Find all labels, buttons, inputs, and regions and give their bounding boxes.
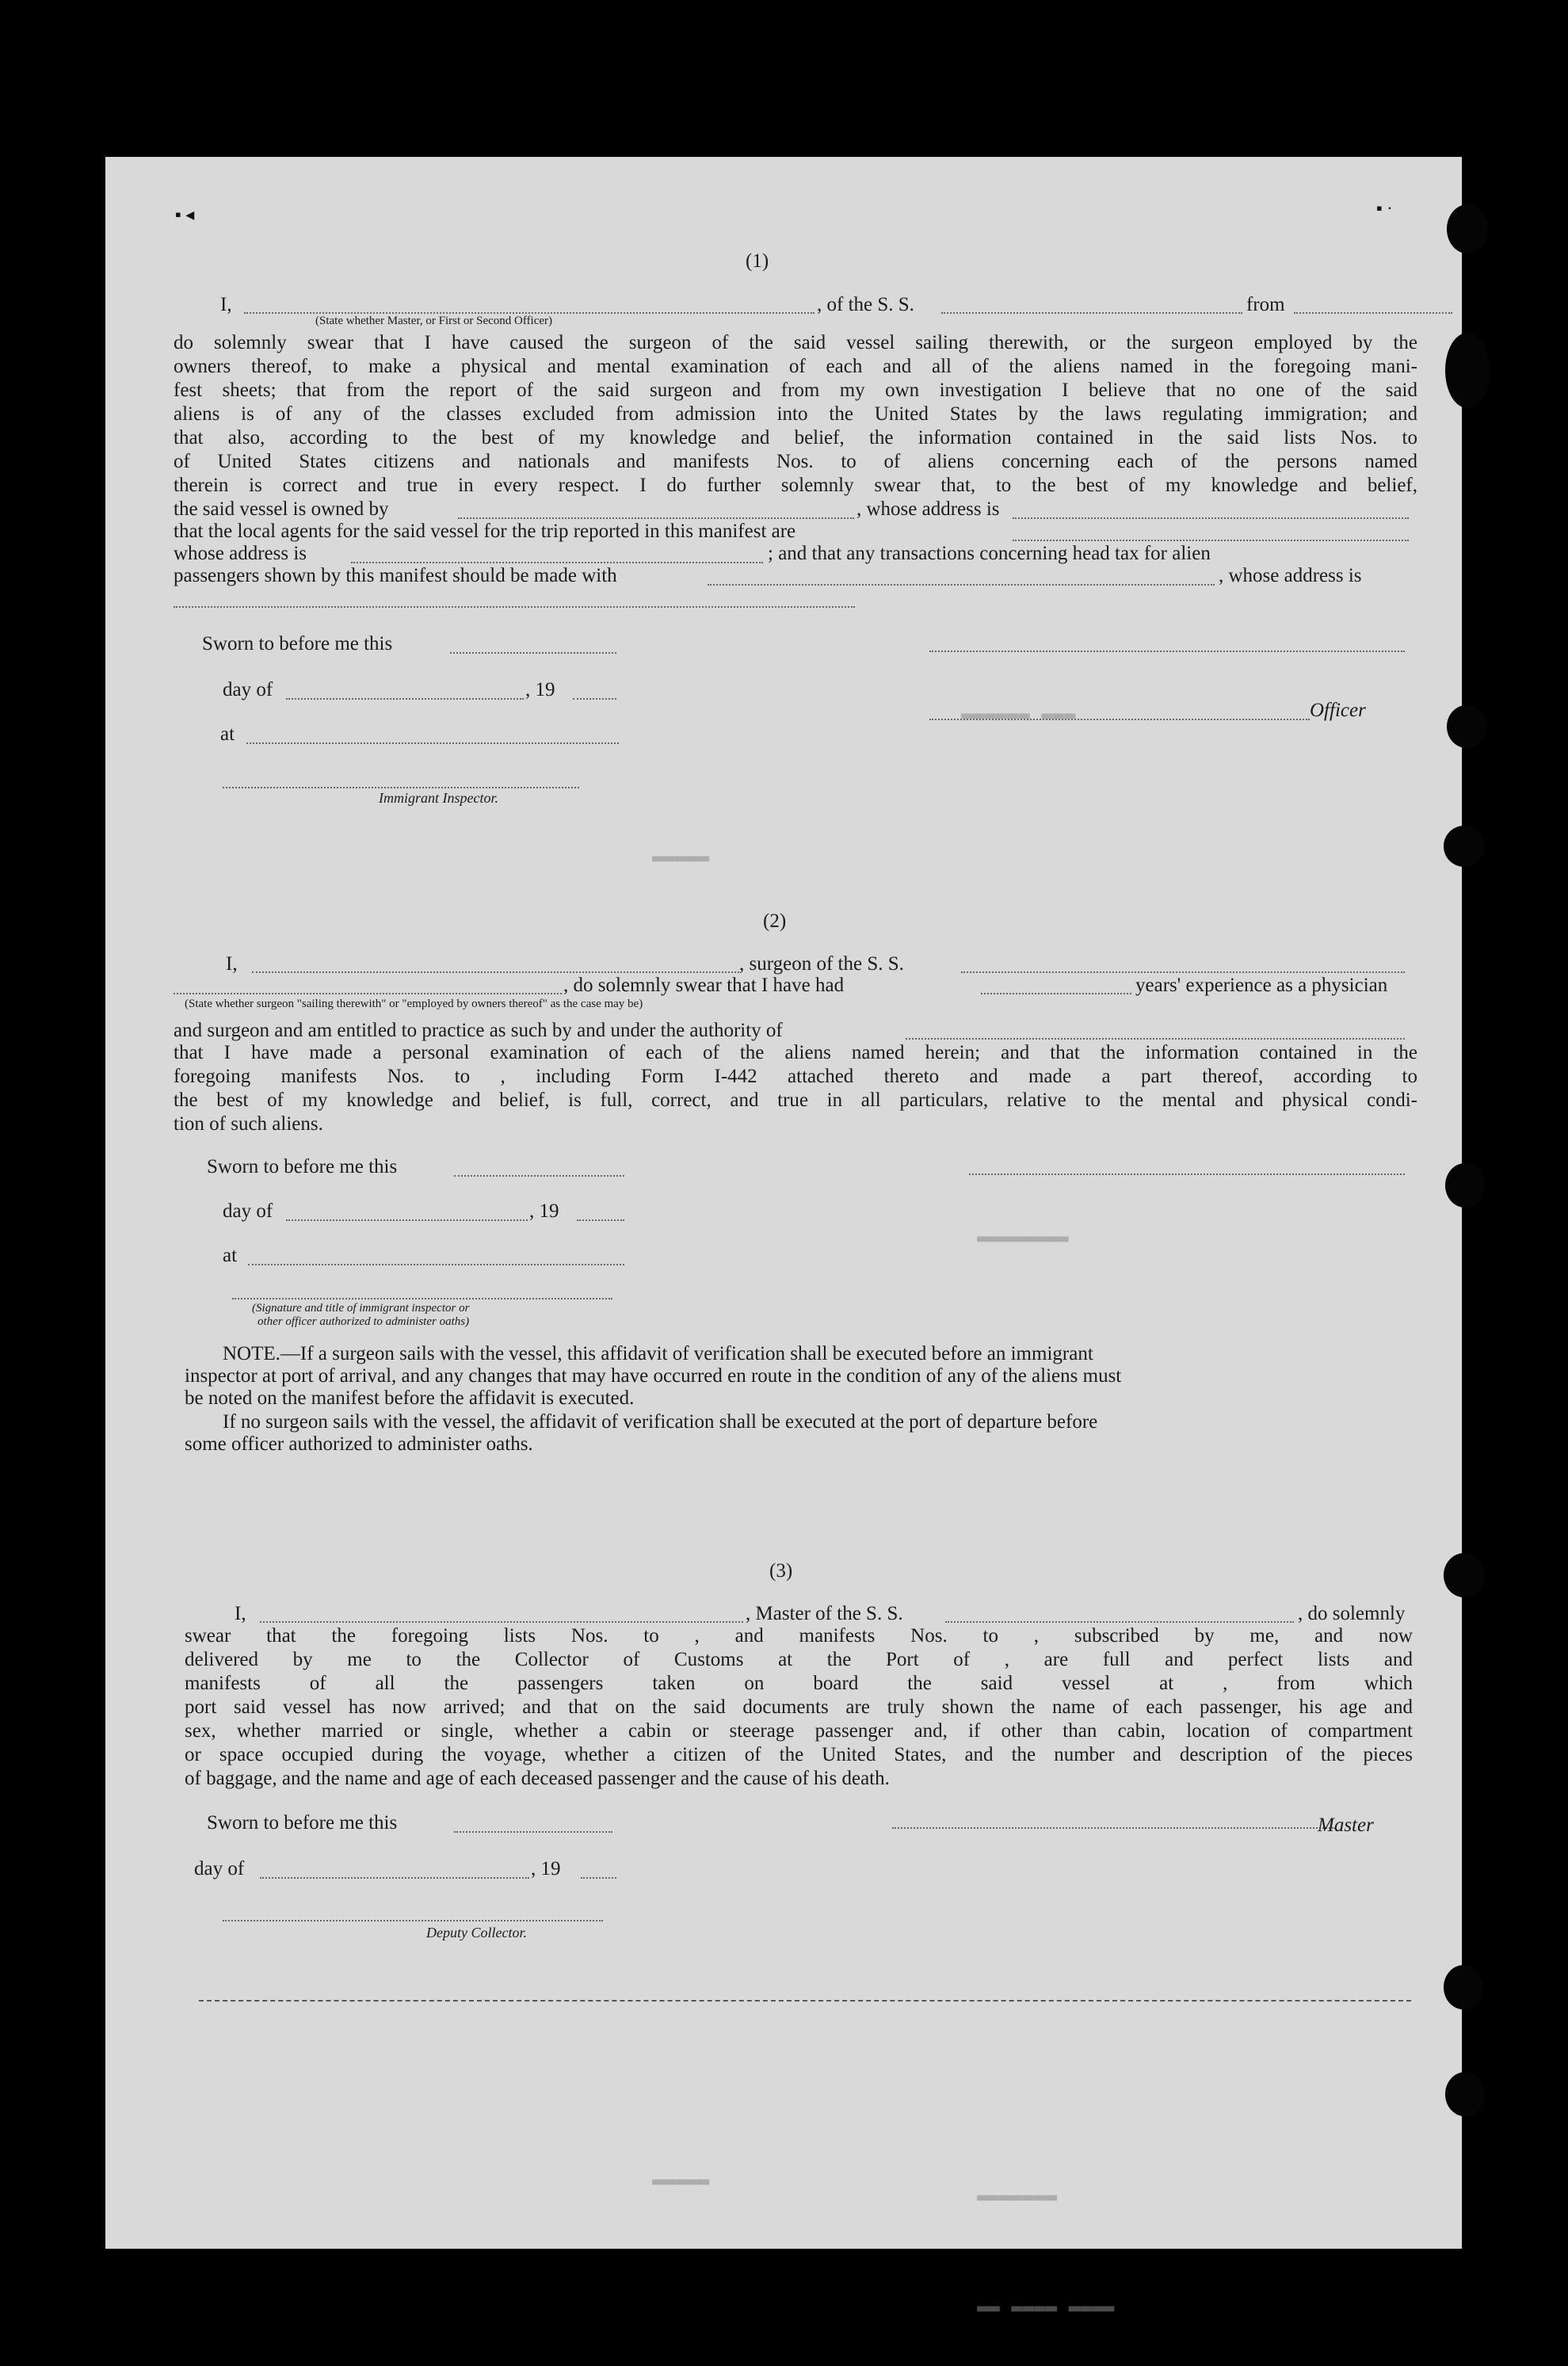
master-name-field[interactable]: [260, 1621, 743, 1623]
section1-para-line: do solemnly swear that I have caused the surgeon of the said vessel sailing therewith, or the surgeon employed by the: [174, 332, 1417, 353]
section3-number: (3): [769, 1560, 793, 1582]
binder-hole: [1444, 1553, 1485, 1597]
note-2-text: If no surgeon sails with the vessel, the affidavit of verification shall be executed at the port of departure before: [223, 1411, 1098, 1433]
bleed-through: ▬▬▬▬▬: [652, 846, 710, 868]
owner-address-field[interactable]: [1013, 517, 1409, 519]
surgeon-of-label: , surgeon of the S. S.: [739, 953, 904, 975]
section1-number: (1): [746, 250, 769, 272]
scan-mark: ▪ ◂: [175, 204, 195, 224]
binder-hole: [1444, 1965, 1483, 2009]
section2-number: (2): [763, 910, 787, 932]
binder-hole: [1445, 2072, 1485, 2116]
day-of-field-2[interactable]: [286, 1219, 528, 1221]
surgeon-name-field[interactable]: [252, 971, 739, 973]
binder-hole: [1445, 333, 1490, 408]
binder-hole: [1447, 705, 1486, 748]
section3-para-line: of baggage, and the name and age of each deceased passenger and the cause of his death.: [185, 1768, 890, 1789]
binder-hole: [1444, 826, 1485, 867]
whose-address-label: , whose address is: [856, 498, 1000, 520]
bleed-through: ▬▬▬▬▬▬▬: [977, 2185, 1058, 2208]
sworn-date-field-2[interactable]: [454, 1175, 624, 1177]
note-label: [223, 1342, 1093, 1366]
year-label-1: , 19: [525, 679, 555, 700]
section1-para-line: of United States citizens and nationals and manifests Nos. to of aliens concerning each of the persons named: [174, 451, 1417, 472]
scan-mark: ▪ ·: [1376, 198, 1393, 218]
section3-line1-pre: I,: [235, 1603, 246, 1624]
at-field-2[interactable]: [248, 1264, 624, 1265]
document-page: [105, 157, 1462, 2318]
master-vessel-field[interactable]: [945, 1621, 1294, 1623]
years-experience-field[interactable]: [981, 993, 1131, 994]
year-field-3[interactable]: [581, 1877, 616, 1879]
year-label-2: , 19: [529, 1200, 559, 1222]
collector-signature-field[interactable]: [223, 1920, 603, 1921]
master-label: Master: [1318, 1815, 1374, 1836]
head-tax-contact-field[interactable]: [708, 584, 1215, 586]
section3-para-line: swear that the foregoing lists Nos. to , and manifests Nos. to , subscribed by me, and now: [185, 1625, 1413, 1647]
solemnly-label: , do solemnly swear that I have had: [563, 975, 845, 996]
note-1c-text: be noted on the manifest before the affidavit is executed.: [185, 1387, 635, 1409]
sworn-date-field-1[interactable]: [450, 652, 616, 654]
section3-para-line: manifests of all the passengers taken on board the said vessel at , from which: [185, 1673, 1413, 1694]
section1-para-line: aliens is of any of the classes excluded from admission into the United States by the laws regulating immigration; and: [174, 403, 1417, 425]
note-label-text: NOTE.: [223, 1343, 280, 1364]
sworn-label-1: Sworn to before me this: [202, 633, 393, 654]
section1-line1-mid: , of the S. S.: [817, 294, 914, 315]
local-agents-field[interactable]: [1013, 540, 1409, 541]
year-field-2[interactable]: [577, 1219, 624, 1221]
section3-para-line: sex, whether married or single, whether a cabin or steerage passenger and, if other than cabin, location of compartment: [185, 1720, 1413, 1742]
section3-para-line: delivered by me to the Collector of Customs at the Port of , are full and perfect lists and: [185, 1649, 1413, 1670]
bleed-through: ▬▬▬▬ ▬▬▬▬ ▬▬: [977, 2296, 1115, 2318]
binder-hole: [1445, 1163, 1485, 1208]
owner-field[interactable]: [458, 517, 854, 519]
sig-note-1: (Signature and title of immigrant inspector or: [252, 1302, 470, 1315]
bleed-through: ▬▬▬▬▬▬▬▬: [977, 1227, 1069, 1249]
sworn-date-field-3[interactable]: [454, 1831, 612, 1833]
note-2b-text: some officer authorized to administer oaths.: [185, 1433, 533, 1455]
contact-address-label: , whose address is: [1219, 565, 1362, 586]
day-of-field-1[interactable]: [286, 698, 524, 700]
section1-para-line: owners thereof, to make a physical and mental examination of each and all of the aliens named in the foregoing mani-: [174, 356, 1417, 377]
official-signature-field[interactable]: [232, 1298, 612, 1299]
contact-address-field[interactable]: [174, 606, 855, 608]
section2-para-line: that I have made a personal examination of each of the aliens named herein; and that the information contained in the: [174, 1042, 1417, 1063]
note-1b-text: inspector at port of arrival, and any changes that may have occurred en route in the condition of any of the aliens must: [185, 1365, 1122, 1387]
surgeon-capacity-field[interactable]: [174, 993, 562, 994]
section1-para-line: that also, according to the best of my knowledge and belief, the information contained in the said lists Nos. to: [174, 427, 1417, 448]
day-of-field-3[interactable]: [260, 1877, 529, 1879]
section2-para-line: the best of my knowledge and belief, is full, correct, and true in all particulars, relative to the mental and physical condi-: [174, 1090, 1417, 1111]
year-label-3: , 19: [531, 1858, 561, 1879]
surgeon-signature-field[interactable]: [969, 1173, 1405, 1175]
section1-para-line: fest sheets; that from the report of the said surgeon and from my own investigation I believe that no one of the said: [174, 380, 1417, 401]
section1-from: from: [1246, 294, 1285, 315]
page-divider: [199, 2000, 1411, 2002]
sworn-label-3: Sworn to before me this: [207, 1812, 398, 1834]
section1-para-line: therein is correct and true in every respect. I do further solemnly swear that, to the best of my knowledge and belief,: [174, 475, 1417, 496]
surgeon-vessel-field[interactable]: [961, 971, 1405, 973]
section2-paragraph: [174, 1041, 1417, 1136]
officer-signature-field[interactable]: [929, 651, 1405, 652]
section3-para-line: or space occupied during the voyage, whether a citizen of the United States, and the number and description of the pieces: [185, 1744, 1413, 1765]
section3-para-line: port said vessel has now arrived; and that on the said documents are truly shown the name of each passenger, his age and: [185, 1696, 1413, 1718]
inspector-signature-field[interactable]: [223, 787, 579, 788]
vessel-name-field[interactable]: [941, 312, 1242, 314]
day-of-label-3: day of: [194, 1858, 245, 1879]
section2-para-line: tion of such aliens.: [174, 1113, 323, 1135]
authority-field[interactable]: [906, 1038, 1405, 1040]
master-of-label: , Master of the S. S.: [746, 1603, 903, 1624]
section2-line1-pre: I,: [226, 953, 238, 975]
section2-para-line: and surgeon and am entitled to practice as such by and under the authority of: [174, 1020, 783, 1041]
agents-address-field[interactable]: [351, 562, 763, 563]
officer-label: Officer: [1310, 700, 1366, 721]
at-label-2: at: [223, 1245, 238, 1266]
bleed-through: ▬▬▬▬▬: [652, 2169, 710, 2192]
passengers-label: passengers shown by this manifest should be made with: [174, 565, 617, 586]
section1-paragraph: [174, 331, 1417, 498]
owned-by-label: the said vessel is owned by: [174, 498, 389, 520]
section3-paragraph: [185, 1624, 1413, 1791]
year-field-1[interactable]: [573, 698, 616, 700]
surgeon-note: (State whether surgeon "sailing therewith" or "employed by owners thereof" as the case may be): [185, 998, 643, 1010]
day-of-label-1: day of: [223, 679, 273, 700]
head-tax-label: ; and that any transactions concerning head tax for alien: [768, 543, 1211, 564]
sig-note-2: other officer authorized to administer oaths): [258, 1315, 470, 1328]
section2-para-line: foregoing manifests Nos. to , including Form I-442 attached thereto and made a part thereof, according to: [174, 1066, 1417, 1087]
sworn-label-2: Sworn to before me this: [207, 1156, 398, 1177]
local-agents-label: that the local agents for the said vessel for the trip reported in this manifest are: [174, 521, 796, 542]
from-port-field[interactable]: [1294, 312, 1452, 314]
day-of-label-2: day of: [223, 1200, 273, 1222]
section1-line1-pre: I,: [220, 294, 232, 315]
officer-rank-note: (State whether Master, or First or Second Officer): [315, 315, 553, 327]
bleed-through: ▬▬▬ ▬▬▬▬▬▬: [961, 704, 1076, 726]
at-field-1[interactable]: [246, 742, 619, 744]
binder-hole: [1447, 204, 1488, 254]
years-label: years' experience as a physician: [1135, 975, 1388, 996]
agents-address-label: whose address is: [174, 543, 307, 564]
inspector-label: Immigrant Inspector.: [379, 790, 498, 806]
solemnly-label-3: , do solemnly: [1298, 1603, 1406, 1624]
master-signature-field[interactable]: [892, 1827, 1336, 1829]
at-label-1: at: [220, 723, 235, 745]
note-1-text: —If a surgeon sails with the vessel, this affidavit of verification shall be executed before an immigrant: [280, 1343, 1093, 1364]
collector-label: Deputy Collector.: [426, 1925, 527, 1941]
